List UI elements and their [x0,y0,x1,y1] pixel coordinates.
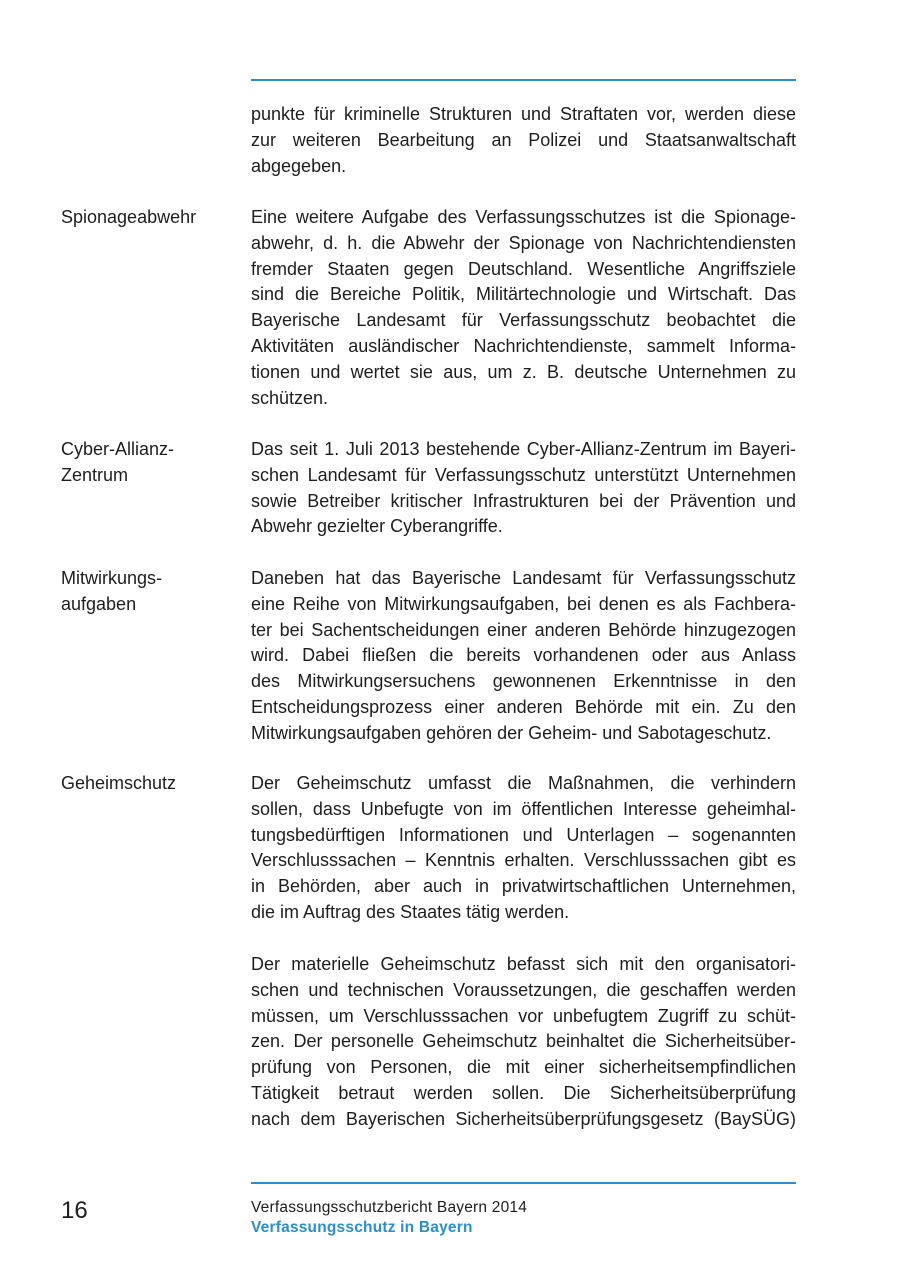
section-label [61,771,241,797]
text-line: eine Reihe von Mitwirkungsaufgaben, bei denen es als Fachbera- [251,593,796,614]
label-line: Mitwirkungs- [61,568,163,588]
text-line: Entscheidungsprozess einer anderen Behörde mit ein. Zu den [251,696,796,717]
text-line: abwehr, d. h. die Abwehr der Spionage von Nachrichtendiensten [251,232,796,253]
text-line: Verschlusssachen – Kenntnis erhalten. Verschlusssachen gibt es [251,850,796,871]
text-line: zen. Der personelle Geheimschutz beinhaltet die Sicherheitsüber- [251,1031,796,1052]
label-line: Zentrum [61,464,129,485]
intro-paragraph [251,102,796,179]
section-paragraph [251,566,796,747]
text-line: Der materielle Geheimschutz befasst sich mit den organisatori- [251,954,796,974]
label-line: Geheimschutz [61,773,177,793]
text-line: punkte für kriminelle Strukturen und Straftaten vor, werden diese [251,104,796,124]
text-line: tungsbedürftigen Informationen und Unterlagen – sogenannten [251,824,796,845]
text-line: Daneben hat das Bayerische Landesamt für Verfassungsschutz [251,568,796,588]
text-line: Bayerische Landesamt für Verfassungsschutz beobachtet die [251,310,796,331]
label-line: Spionageabwehr [61,207,197,227]
text-line: zur weiteren Bearbeitung an Polizei und Staatsanwaltschaft [251,129,796,150]
text-line: Tätigkeit betraut werden sollen. Die Sicherheitsüberprüfung [251,1082,796,1103]
text-line: tionen und wertet sie aus, um z. B. deutsche Unternehmen zu [251,361,796,382]
page-number: 16 [61,1197,88,1224]
text-line: Aktivitäten ausländischer Nachrichtendienste, sammelt Informa- [251,335,796,356]
footer-subtitle: Verfassungsschutz in Bayern [251,1219,473,1236]
text-line: abgegeben. [251,155,347,176]
text-line: sowie Betreiber kritischer Infrastrukturen bei der Prävention und [251,490,796,511]
section-label [61,437,241,489]
text-line: schen und technischen Voraussetzungen, die geschaffen werden [251,979,796,1000]
text-line: prüfung von Personen, die mit einer sicherheitsempfindlichen [251,1057,796,1078]
section-paragraph [251,437,796,540]
text-line: wird. Dabei fließen die bereits vorhandenen oder aus Anlass [251,645,796,666]
section-paragraph [251,205,796,411]
text-line: sollen, dass Unbefugte von im öffentlichen Interesse geheimhal- [251,798,796,819]
footer-divider [251,1182,796,1184]
section-label [61,205,241,231]
text-line: schen Landesamt für Verfassungsschutz unterstützt Unternehmen [251,464,796,485]
footer-title: Verfassungsschutzbericht Bayern 2014 [251,1199,528,1216]
text-line: Der Geheimschutz umfasst die Maßnahmen, die verhindern [251,773,796,793]
text-line: Das seit 1. Juli 2013 bestehende Cyber-Allianz-Zentrum im Bayeri- [251,439,796,459]
label-line: aufgaben [61,593,137,614]
text-line: müssen, um Verschlusssachen vor unbefugtem Zugriff zu schüt- [251,1005,796,1026]
text-line: nach dem Bayerischen Sicherheitsüberprüfungsgesetz (BaySÜG) [251,1108,796,1129]
text-line: in Behörden, aber auch in privatwirtschaftlichen Unternehmen, [251,876,796,897]
text-line: die im Auftrag des Staates tätig werden. [251,901,570,922]
text-line: Mitwirkungsaufgaben gehören der Geheim- und Sabotageschutz. [251,722,772,743]
section-paragraph [251,771,796,926]
text-line: schützen. [251,387,329,408]
text-line: Abwehr gezielter Cyberangriffe. [251,516,503,537]
section-paragraph [251,952,796,1133]
label-line: Cyber-Allianz- [61,439,175,459]
section-label [61,566,241,618]
text-line: Eine weitere Aufgabe des Verfassungsschutzes ist die Spionage- [251,207,796,227]
text-line: ter bei Sachentscheidungen einer anderen Behörde hinzugezogen [251,619,796,640]
text-line: sind die Bereiche Politik, Militärtechnologie und Wirtschaft. Das [251,284,796,305]
text-line: fremder Staaten gegen Deutschland. Wesentliche Angriffsziele [251,258,796,279]
text-line: des Mitwirkungsersuchens gewonnenen Erkenntnisse in den [251,671,796,692]
header-divider [251,79,796,81]
